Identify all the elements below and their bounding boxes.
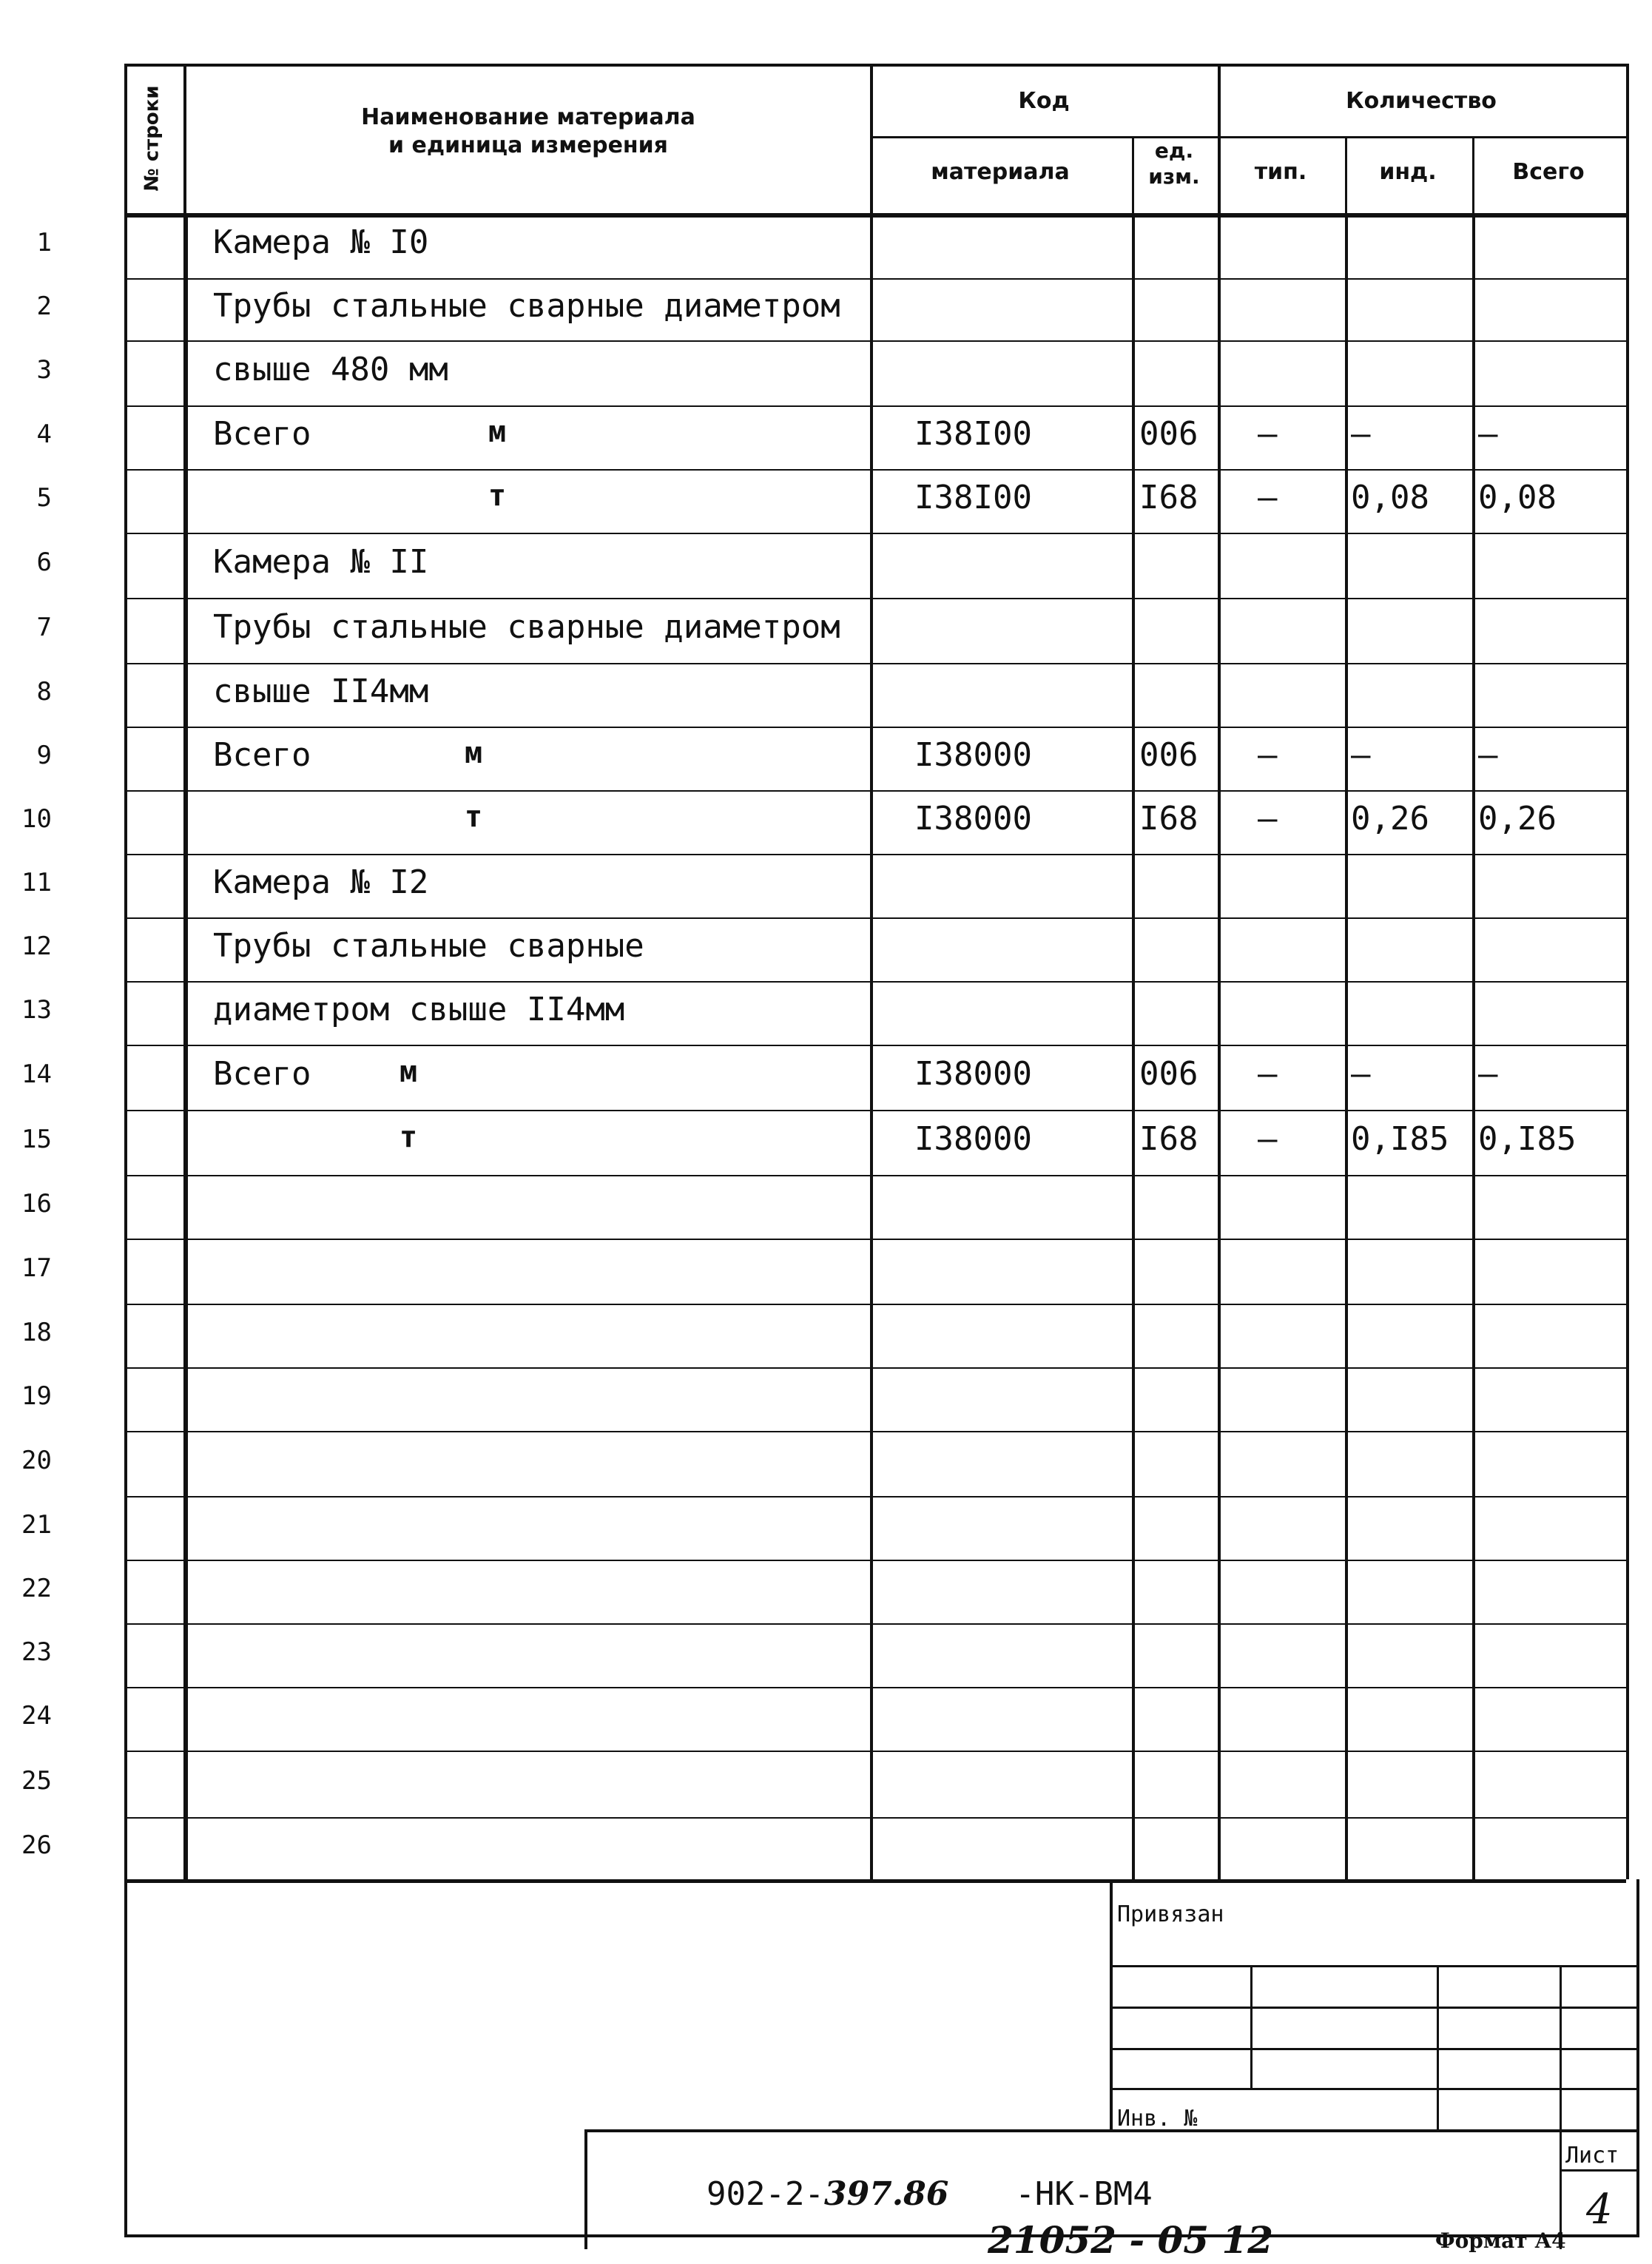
material-name: Всего	[213, 1055, 311, 1093]
row-line	[124, 854, 1626, 855]
document-code-prefix: 902-2-	[707, 2175, 824, 2213]
row-line	[124, 1239, 1626, 1240]
row-line	[124, 981, 1626, 983]
quantity-total: –	[1478, 415, 1498, 453]
stamp-title-top	[584, 2129, 1639, 2132]
material-name: Трубы стальные сварные диаметром	[213, 287, 840, 325]
table-left-border	[124, 64, 127, 1879]
row-number: 26	[21, 1830, 52, 1860]
row-number: 8	[36, 677, 52, 707]
row-line	[124, 1496, 1626, 1497]
code-material-header: материала	[931, 159, 1070, 185]
material-name: Трубы стальные сварные	[213, 927, 644, 965]
row-number: 17	[21, 1253, 52, 1283]
stamp-divider	[1560, 1965, 1562, 2129]
quantity-ind: 0,26	[1351, 800, 1429, 838]
row-line	[124, 1879, 1626, 1883]
row-number: 1	[36, 228, 52, 257]
unit-code: I68	[1139, 800, 1198, 838]
material-name: диаметром свыше II4мм	[213, 991, 625, 1028]
material-code: I38I00	[914, 415, 1032, 453]
quantity-ind-header: инд.	[1379, 159, 1437, 185]
header-divider	[1218, 64, 1221, 213]
column-line	[1132, 213, 1135, 1879]
row-number-header-text: № строки	[141, 85, 163, 192]
row-number-header	[124, 68, 181, 209]
quantity-group-header: Количество	[1346, 88, 1497, 114]
quantity-typ: –	[1258, 415, 1278, 453]
material-code: I38000	[914, 736, 1032, 774]
row-line	[124, 405, 1626, 407]
quantity-typ: –	[1258, 800, 1278, 838]
row-number: 3	[36, 355, 52, 385]
material-code: I38000	[914, 1055, 1032, 1093]
row-line	[124, 1175, 1626, 1176]
header-divider	[183, 64, 186, 213]
handwritten-archive-number: 21052 - 05 12	[988, 2218, 1274, 2262]
unit-code: 006	[1139, 415, 1198, 453]
column-line	[1345, 213, 1348, 1879]
document-code-handwritten: 397.86	[823, 2175, 949, 2213]
quantity-total: 0,26	[1478, 800, 1557, 838]
quantity-ind: –	[1351, 736, 1371, 774]
material-name-header-line2: и единица измерения	[388, 132, 668, 158]
row-number: 20	[21, 1446, 52, 1475]
stamp-title-left	[584, 2129, 587, 2249]
row-number: 9	[36, 741, 52, 770]
row-line	[124, 1817, 1626, 1819]
row-number: 5	[36, 483, 52, 513]
row-number: 25	[21, 1766, 52, 1796]
unit-code: I68	[1139, 479, 1198, 516]
quantity-total: 0,08	[1478, 479, 1557, 516]
quantity-ind: –	[1351, 415, 1371, 453]
stamp-divider	[1250, 1965, 1253, 2088]
unit-code: I68	[1139, 1120, 1198, 1158]
sheet-number: 4	[1586, 2186, 1613, 2234]
material-code: I38000	[914, 800, 1032, 838]
row-number: 15	[21, 1125, 52, 1154]
row-number: 16	[21, 1189, 52, 1219]
header-divider	[1345, 136, 1347, 213]
material-name: Всего	[213, 736, 311, 774]
header-subdivider	[870, 136, 1626, 138]
document-code	[707, 2175, 1153, 2213]
quantity-total-header: Всего	[1512, 159, 1585, 185]
unit-of-measure: м	[465, 736, 483, 770]
stamp-bottom-border	[124, 2234, 1639, 2237]
row-line	[124, 1560, 1626, 1561]
row-number: 12	[21, 931, 52, 961]
code-unit-header: ед. изм.	[1148, 138, 1200, 189]
stamp-divider	[1110, 1879, 1113, 2131]
row-line	[124, 1431, 1626, 1432]
quantity-ind: –	[1351, 1055, 1371, 1093]
column-line	[1472, 213, 1475, 1879]
material-name: Всего	[213, 415, 311, 453]
column-line	[1218, 213, 1221, 1879]
row-number: 13	[21, 995, 52, 1025]
row-line	[124, 790, 1626, 792]
row-line	[124, 1110, 1626, 1111]
unit-of-measure: т	[399, 1120, 418, 1154]
unit-code: 006	[1139, 1055, 1198, 1093]
stamp-right-border	[1636, 1879, 1639, 2234]
unit-of-measure: м	[399, 1055, 418, 1089]
header-bottom-border	[124, 213, 1626, 218]
row-line	[124, 1367, 1626, 1369]
row-line	[124, 1687, 1626, 1688]
row-number: 14	[21, 1059, 52, 1089]
table-top-border	[124, 64, 1626, 67]
unit-code: 006	[1139, 736, 1198, 774]
code-group-header: Код	[1018, 88, 1070, 114]
row-line	[124, 663, 1626, 664]
row-line	[124, 533, 1626, 534]
row-line	[124, 1045, 1626, 1046]
row-number: 2	[36, 292, 52, 321]
stamp-divider	[1437, 1965, 1439, 2129]
table-right-border	[1626, 64, 1629, 1879]
row-number: 10	[21, 804, 52, 834]
quantity-typ: –	[1258, 736, 1278, 774]
row-line	[124, 278, 1626, 280]
row-line	[124, 469, 1626, 471]
row-number: 21	[21, 1510, 52, 1540]
row-line	[124, 1623, 1626, 1625]
stamp-sheet-line	[1560, 2169, 1639, 2172]
material-name: Трубы стальные сварные диаметром	[213, 608, 840, 646]
row-number: 22	[21, 1574, 52, 1603]
row-number: 7	[36, 613, 52, 642]
unit-of-measure: т	[465, 800, 483, 834]
row-number: 4	[36, 420, 52, 449]
row-number: 19	[21, 1381, 52, 1411]
row-number: 6	[36, 548, 52, 577]
quantity-typ: –	[1258, 1120, 1278, 1158]
header-divider	[1472, 136, 1474, 213]
row-line	[124, 340, 1626, 342]
quantity-typ: –	[1258, 479, 1278, 516]
row-number: 23	[21, 1637, 52, 1667]
material-name: свыше II4мм	[213, 673, 429, 710]
quantity-ind: 0,I85	[1351, 1120, 1449, 1158]
row-line	[124, 727, 1626, 728]
unit-of-measure: м	[488, 415, 507, 449]
stamp-left-border	[124, 1879, 127, 2234]
quantity-typ-header: тип.	[1254, 159, 1307, 185]
column-line	[183, 213, 188, 1879]
header-divider	[1132, 136, 1134, 213]
material-name: свыше 480 мм	[213, 351, 448, 388]
quantity-typ: –	[1258, 1055, 1278, 1093]
unit-of-measure: т	[488, 479, 507, 513]
row-number: 11	[21, 868, 52, 897]
row-line	[124, 1751, 1626, 1752]
row-number: 18	[21, 1318, 52, 1347]
material-name-header	[188, 104, 869, 159]
column-line	[870, 213, 873, 1879]
row-line	[124, 1304, 1626, 1305]
header-divider	[870, 64, 873, 213]
material-name-header-line1: Наименование материала	[361, 104, 695, 130]
material-name: Камера № I0	[213, 223, 429, 261]
document-code-suffix: -НК-ВМ4	[1015, 2175, 1153, 2213]
quantity-total: 0,I85	[1478, 1120, 1577, 1158]
format-label: Формат А4	[1435, 2228, 1566, 2253]
inventory-number-label: Инв. №	[1117, 2106, 1198, 2132]
privyazan-label: Привязан	[1117, 1901, 1224, 1927]
material-name: Камера № II	[213, 543, 429, 581]
material-name: Камера № I2	[213, 863, 429, 901]
quantity-total: –	[1478, 1055, 1498, 1093]
material-code: I38I00	[914, 479, 1032, 516]
quantity-ind: 0,08	[1351, 479, 1429, 516]
material-code: I38000	[914, 1120, 1032, 1158]
row-line	[124, 598, 1626, 599]
sheet-label: Лист	[1565, 2143, 1619, 2169]
row-line	[124, 917, 1626, 919]
quantity-total: –	[1478, 736, 1498, 774]
row-number: 24	[21, 1701, 52, 1731]
